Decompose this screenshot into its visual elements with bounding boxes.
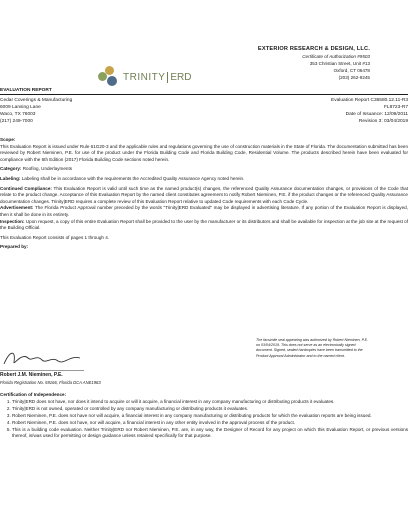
logo-suffix: ERD — [170, 71, 192, 83]
signer-block — [0, 372, 101, 386]
list-item: 5. This is a building code evaluation. Neither Trinity|ERD nor Robert Nieminen, P.E. are, in any way, the Designer of Record for any project on which this Evaluation Report, or previous versions thereof, is/was used for permitting or design guidance unless retained specifically for that purpose. — [12, 427, 408, 440]
pages-note: This Evaluation Report consists of pages 1 through 4. — [0, 234, 110, 240]
category-section — [0, 166, 408, 173]
section-title: EVALUATION REPORT — [0, 88, 52, 93]
signer-license: Florida Registration No. 59166, Florida DCA ANE1983 — [0, 380, 101, 385]
list-item: 3. Robert Nieminen, P.E. does not have nor will acquire, a financial interest in any company manufacturing or distributing products for which the evaluation reports are being issued. — [12, 413, 408, 419]
client-address: 6009 Lansing Lane — [0, 105, 41, 110]
advertisement-text: The Florida Product Approval number preceded by the words "Trinity|ERD Evaluated" may be displayed in advertising literature. If any portion of the Evaluation Report is displayed, then it shall be done in its entirety. — [0, 205, 408, 217]
signature-line — [0, 370, 84, 371]
list-item: 2. Trinity|ERD is not owned, operated or controlled by any company manufacturing or distributing products it evaluates. — [12, 406, 408, 412]
labeling-text: Labeling shall be in accordance with the requirements the Accredited Quality Assurance Agency noted herein. — [21, 175, 245, 181]
trinity-erd-logo — [98, 66, 192, 88]
disclosure-list — [0, 399, 408, 439]
advertisement-label: Advertisement: — [0, 205, 34, 211]
category-label: Category: — [0, 166, 22, 172]
report-revision: Revision 3: 03/04/2019 — [358, 119, 408, 124]
logo-name: TRINITY — [123, 71, 166, 83]
report-number: Evaluation Report C36580.12.11-R3 — [331, 98, 408, 103]
report-info-block — [331, 97, 408, 125]
scope-text: This Evaluation Report is issued under Rule 61G20-3 and the applicable rules and regulations governing the use of construction materials in the State of Florida. The documentation submitted has been reviewed by Robert Nieminen, P.E. for use of the product under the Florida Building Code and Florida Building Code, Residential Volume. The products described herein have been evaluated for compliance with the 6th Edition (2017) Florida Building Code sections noted herein. — [0, 143, 408, 162]
company-phone: (203) 262-9245 — [338, 75, 370, 80]
client-city: Waco, TX 76003 — [0, 112, 36, 117]
letterhead — [38, 0, 370, 88]
continued-compliance-text: This Evaluation Report is valid until such time as the named product(s) changes, the referenced Quality Assurance documentation changes, or provisions of the Code that relate to the product change. Acceptance of this Evaluation Report by the named client constitutes agreement to notify Robert Nieminen, P.E. if the product changes or the referenced Quality Assurance documentation changes. Trinity|ERD requires a complete review of this Evaluation Report relative to updated Code requirements with each Code Cycle. — [0, 185, 408, 204]
list-item: 1. Trinity|ERD does not have, nor does it intend to acquire or will it acquire, a financial interest in any company manufacturing or distributing products it evaluates. — [12, 399, 408, 405]
signature-image — [2, 346, 82, 368]
inspection-label: Inspection: — [0, 218, 25, 224]
inspection-text: Upon request, a copy of this entire Evaluation Report shall be provided to the user by the manufacturer or its distributors and shall be available for inspection at the job site at the request of the Building Official. — [0, 218, 408, 231]
scope-label: Scope: — [0, 137, 16, 142]
client-phone: (217) 249-7000 — [0, 119, 33, 124]
company-city: Oxford, CT 06478 — [333, 68, 370, 73]
continued-compliance-label: Continued Compliance: — [0, 185, 52, 191]
seal-note: The facsimile seal appearing was authorized by Robert Nieminen, P.E. on 03/04/2019. This does not serve as an electronically signed document. Signed, sealed hardcopies have been transmitted to the Product Approval Administrator and to the named client. — [256, 338, 368, 358]
signer-name: Robert J.M. Nieminen, P.E. — [0, 372, 63, 378]
report-body — [0, 137, 408, 254]
company-block — [258, 46, 370, 81]
continued-compliance-section — [0, 186, 408, 232]
logo-divider — [167, 72, 168, 83]
company-address: 353 Christian Street, Unit #13 — [309, 61, 370, 66]
list-item: 4. Robert Nieminen, P.E. does not have, nor will acquire, a financial interest in any other entity involved in the approval process of the product. — [12, 420, 408, 426]
labeling-section — [0, 176, 408, 183]
logo-mark-icon — [98, 66, 120, 88]
category-text: Roofing, Underlayments — [22, 166, 73, 172]
disclosure-heading: Certification of Independence: — [0, 392, 67, 397]
client-name: Cedar Coverings & Manufacturing — [0, 98, 73, 103]
labeling-label: Labeling: — [0, 175, 21, 181]
report-fl-number: FL8723-R7 — [384, 105, 408, 110]
scope-section — [0, 137, 408, 163]
header-divider — [0, 94, 408, 95]
company-name: EXTERIOR RESEARCH & DESIGN, LLC. — [257, 46, 370, 52]
client-block — [0, 97, 72, 125]
disclosure-section — [0, 392, 408, 440]
prepared-by-label: Prepared by: — [0, 244, 29, 250]
company-cert: Certificate of Authorization #9503 — [302, 54, 370, 59]
report-issued: Date of Issuance: 12/09/2011 — [345, 112, 408, 117]
